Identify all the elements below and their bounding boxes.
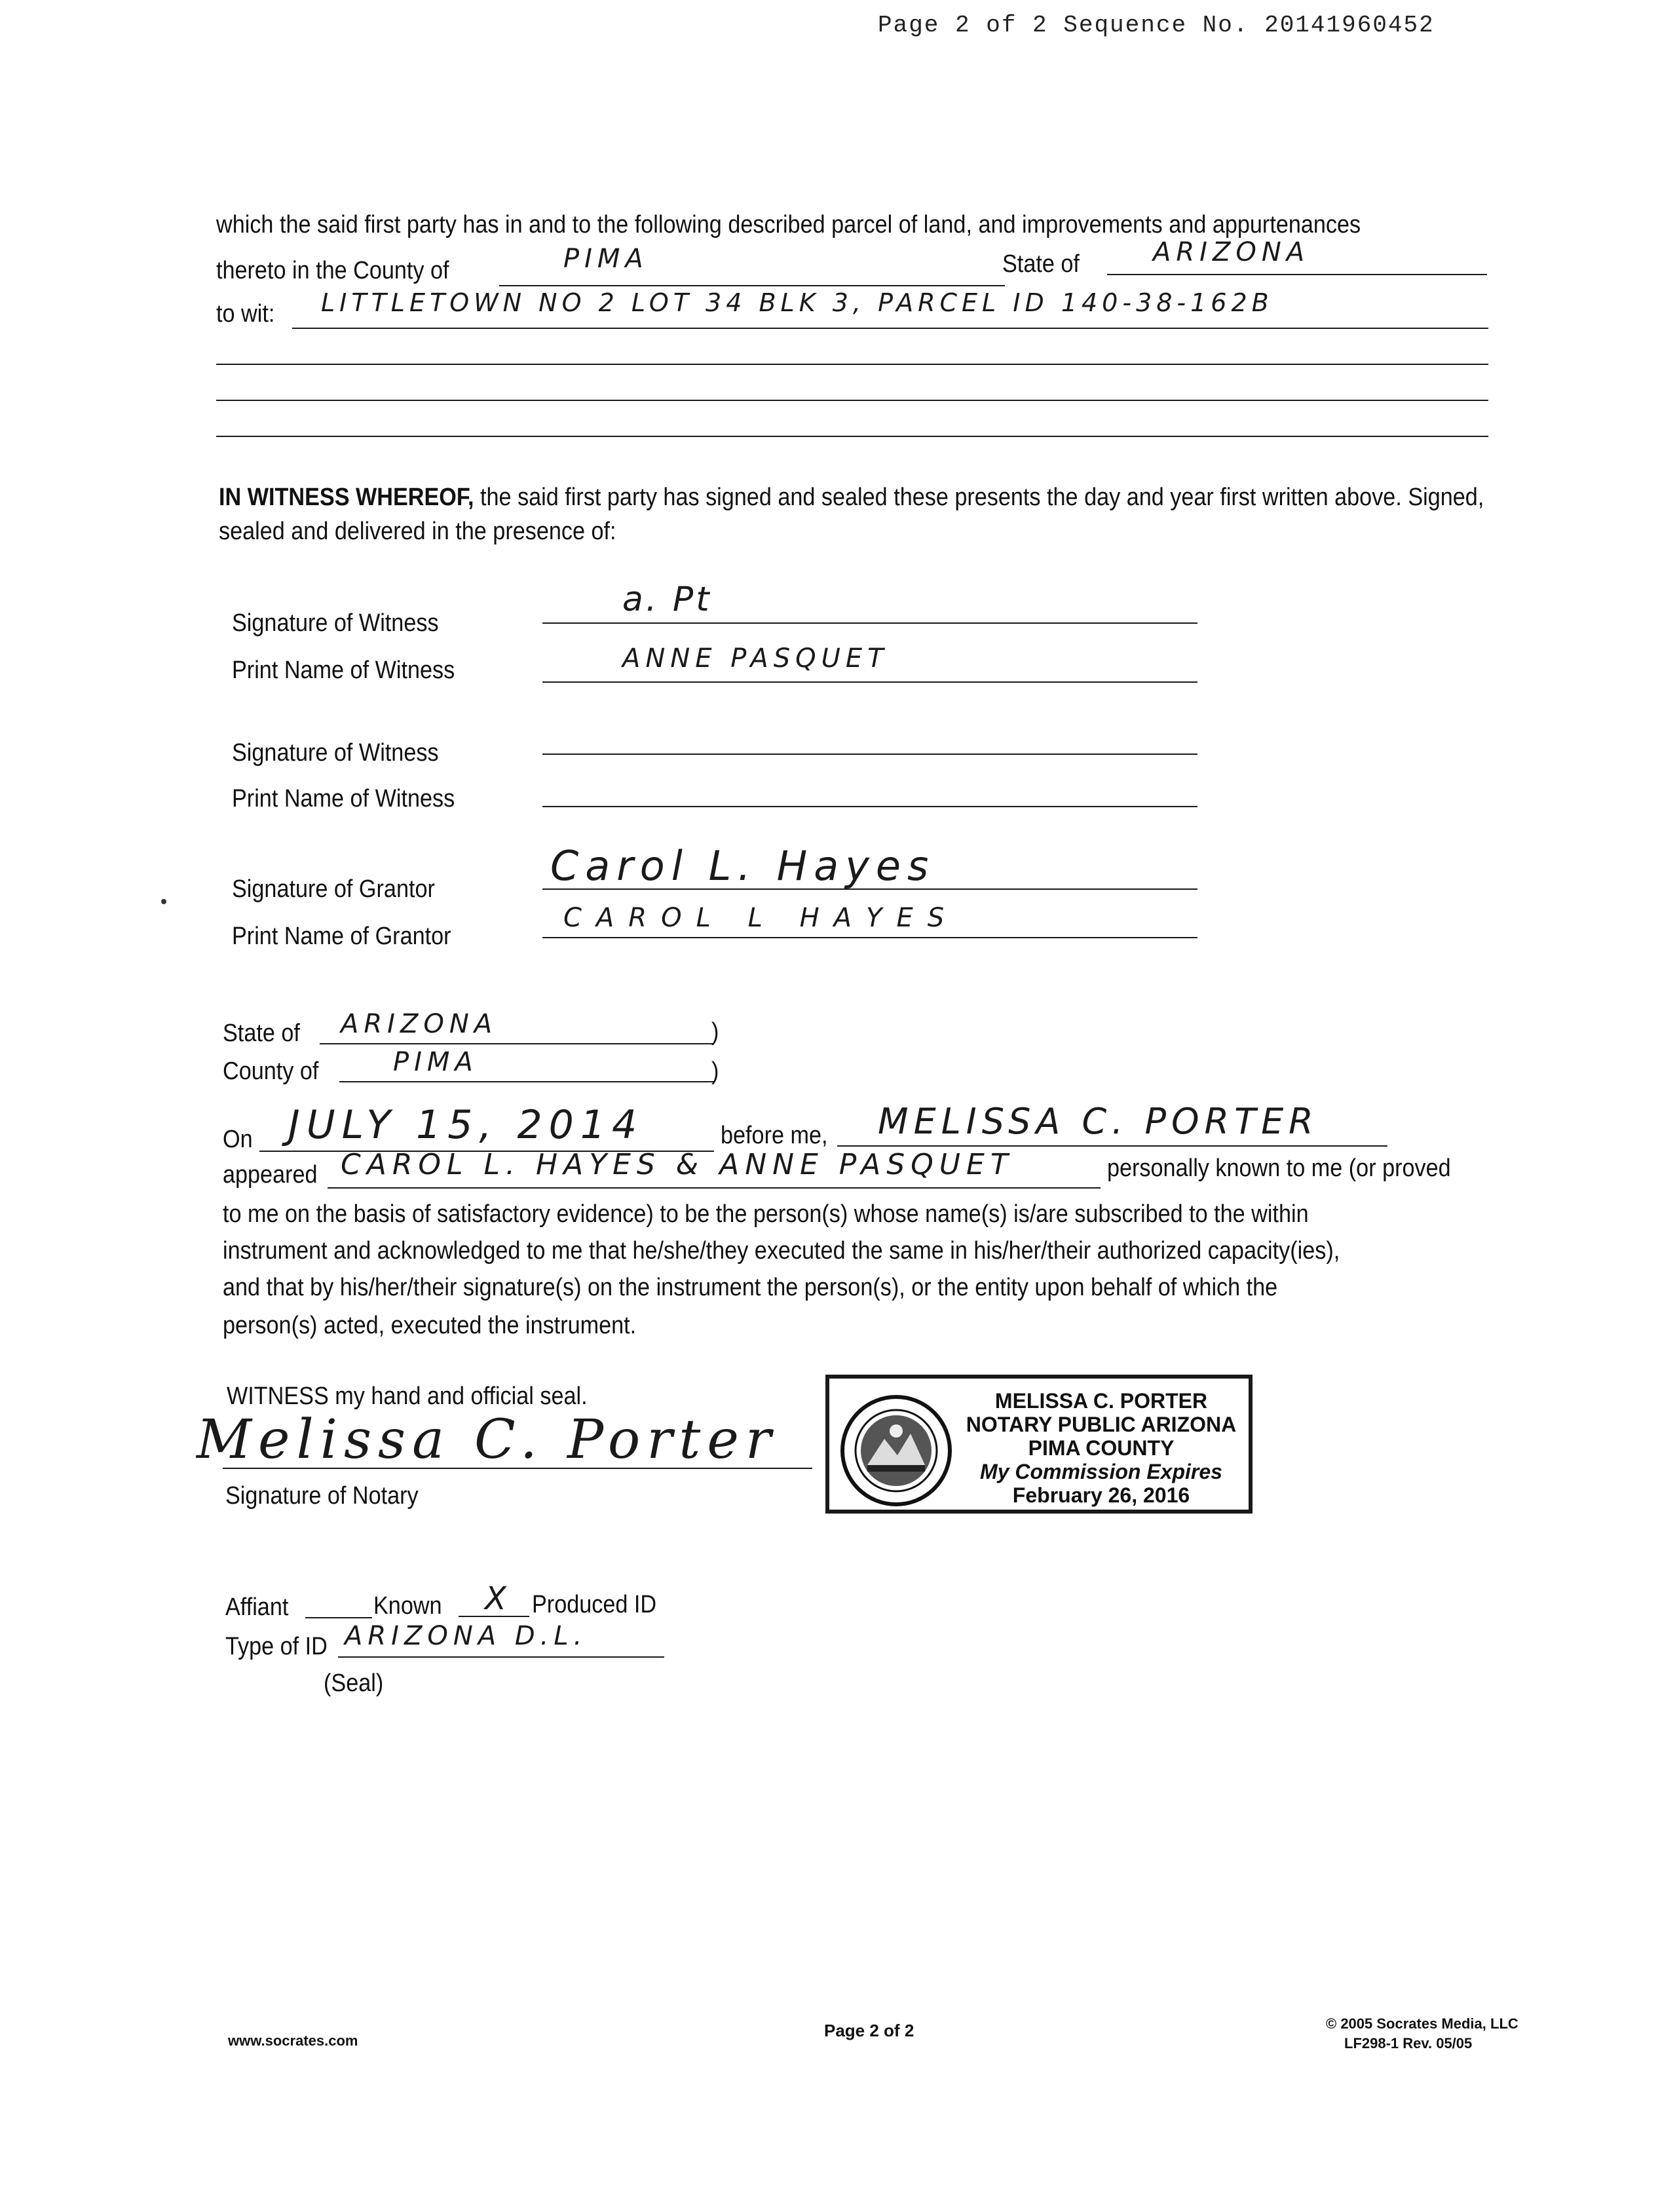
deed-line-1: which the said first party has in and to the following described parcel of land, and improvements and appurtenances <box>216 211 1361 238</box>
seal-label: (Seal) <box>324 1669 384 1697</box>
county-underline <box>499 285 1005 286</box>
notary-name-value: MELISSA C. PORTER <box>878 1101 1319 1142</box>
footer-website: www.socrates.com <box>228 2032 358 2049</box>
print-witness-1-line <box>542 681 1197 683</box>
produced-id-label: Produced ID <box>532 1591 657 1618</box>
notary-county-label: County of <box>223 1058 319 1085</box>
blank-line-3 <box>216 436 1488 437</box>
witness-clause-rest: the said first party has signed and sealed these presents the day and year first written above. Signed, <box>474 484 1484 511</box>
county-label: thereto in the County of <box>216 257 449 284</box>
witness-clause-line-1 <box>219 484 1484 512</box>
ack-line-1: personally known to me (or proved <box>1107 1154 1451 1182</box>
sig-witness-2-line <box>542 753 1197 755</box>
state-paren: ) <box>711 1018 719 1046</box>
ack-line-5: person(s) acted, executed the instrument. <box>223 1312 637 1339</box>
sig-grantor-signature: Carol L. Hayes <box>550 842 935 890</box>
before-me-label: before me, <box>721 1122 828 1149</box>
arizona-seal-icon <box>838 1393 954 1508</box>
notary-state-label: State of <box>223 1020 300 1047</box>
county-value: PIMA <box>563 244 649 274</box>
witness-hand-text: WITNESS my hand and official seal. <box>227 1382 588 1410</box>
type-of-id-label: Type of ID <box>225 1633 328 1660</box>
stamp-expires: February 26, 2016 <box>1012 1483 1190 1507</box>
ack-line-3: instrument and acknowledged to me that he/she/they executed the same in his/her/their authorized capacity(ies), <box>223 1237 1340 1265</box>
appeared-line <box>328 1187 1101 1189</box>
print-grantor-line <box>542 937 1197 938</box>
sig-witness-1-signature: a. Pt <box>622 580 712 619</box>
known-label: Known <box>373 1592 442 1620</box>
type-of-id-value: ARIZONA D.L. <box>345 1621 588 1651</box>
stamp-name: MELISSA C. PORTER <box>994 1389 1208 1413</box>
ack-line-2: to me on the basis of satisfactory evidence) to be the person(s) whose name(s) is/are subscribed to the within <box>223 1200 1309 1228</box>
ack-line-4: and that by his/her/their signature(s) on the instrument the person(s), or the entity upon behalf of which the <box>223 1274 1278 1301</box>
state-label: State of <box>1002 250 1080 278</box>
notary-signature: Melissa C. Porter <box>197 1409 778 1471</box>
sequence-header: Page 2 of 2 Sequence No. 20141960452 <box>878 12 1435 39</box>
blank-line-1 <box>216 364 1488 365</box>
appeared-label: appeared <box>223 1161 318 1189</box>
print-witness-1-label: Print Name of Witness <box>232 657 455 684</box>
notary-county-line <box>339 1081 714 1082</box>
print-witness-2-label: Print Name of Witness <box>232 785 455 812</box>
witness-clause-line-2: sealed and delivered in the presence of: <box>219 518 616 545</box>
towit-underline <box>292 328 1488 329</box>
state-value: ARIZONA <box>1153 237 1310 267</box>
sig-witness-1-line <box>542 622 1197 624</box>
notary-state-value: ARIZONA <box>341 1009 498 1039</box>
on-label: On <box>223 1126 253 1153</box>
affiant-line <box>305 1617 372 1618</box>
affiant-label: Affiant <box>225 1593 289 1621</box>
towit-label: to wit: <box>216 300 275 328</box>
print-witness-1-value: ANNE PASQUET <box>622 643 889 674</box>
stray-dot <box>161 899 166 904</box>
appeared-value: CAROL L. HAYES & ANNE PASQUET <box>341 1148 1014 1181</box>
produced-id-mark: X <box>485 1580 512 1617</box>
stamp-county: PIMA COUNTY <box>1028 1436 1175 1460</box>
sig-grantor-label: Signature of Grantor <box>232 875 435 903</box>
notary-county-value: PIMA <box>393 1047 478 1077</box>
stamp-commission: My Commission Expires <box>980 1460 1222 1483</box>
towit-value: LITTLETOWN NO 2 LOT 34 BLK 3, PARCEL ID 140-38-162B <box>321 288 1273 317</box>
blank-line-2 <box>216 400 1488 401</box>
footer-page: Page 2 of 2 <box>824 2021 914 2040</box>
print-grantor-value: CAROL L HAYES <box>563 903 959 933</box>
notary-name-line <box>837 1145 1387 1147</box>
witness-clause-bold: IN WITNESS WHEREOF, <box>219 484 474 511</box>
state-underline <box>1107 274 1487 275</box>
notary-signature-label: Signature of Notary <box>225 1482 419 1510</box>
print-grantor-label: Print Name of Grantor <box>232 923 451 950</box>
county-paren: ) <box>711 1058 719 1085</box>
sig-witness-2-label: Signature of Witness <box>232 739 439 767</box>
type-of-id-line <box>338 1656 664 1658</box>
date-value: JULY 15, 2014 <box>288 1102 644 1148</box>
notary-state-line <box>320 1043 714 1044</box>
footer-form-number: LF298-1 Rev. 05/05 <box>1344 2035 1473 2051</box>
print-witness-2-line <box>542 806 1197 807</box>
notary-stamp <box>825 1375 1253 1514</box>
stamp-title: NOTARY PUBLIC ARIZONA <box>966 1413 1237 1436</box>
footer-copyright: © 2005 Socrates Media, LLC <box>1326 2015 1518 2032</box>
sig-witness-1-label: Signature of Witness <box>232 609 439 637</box>
